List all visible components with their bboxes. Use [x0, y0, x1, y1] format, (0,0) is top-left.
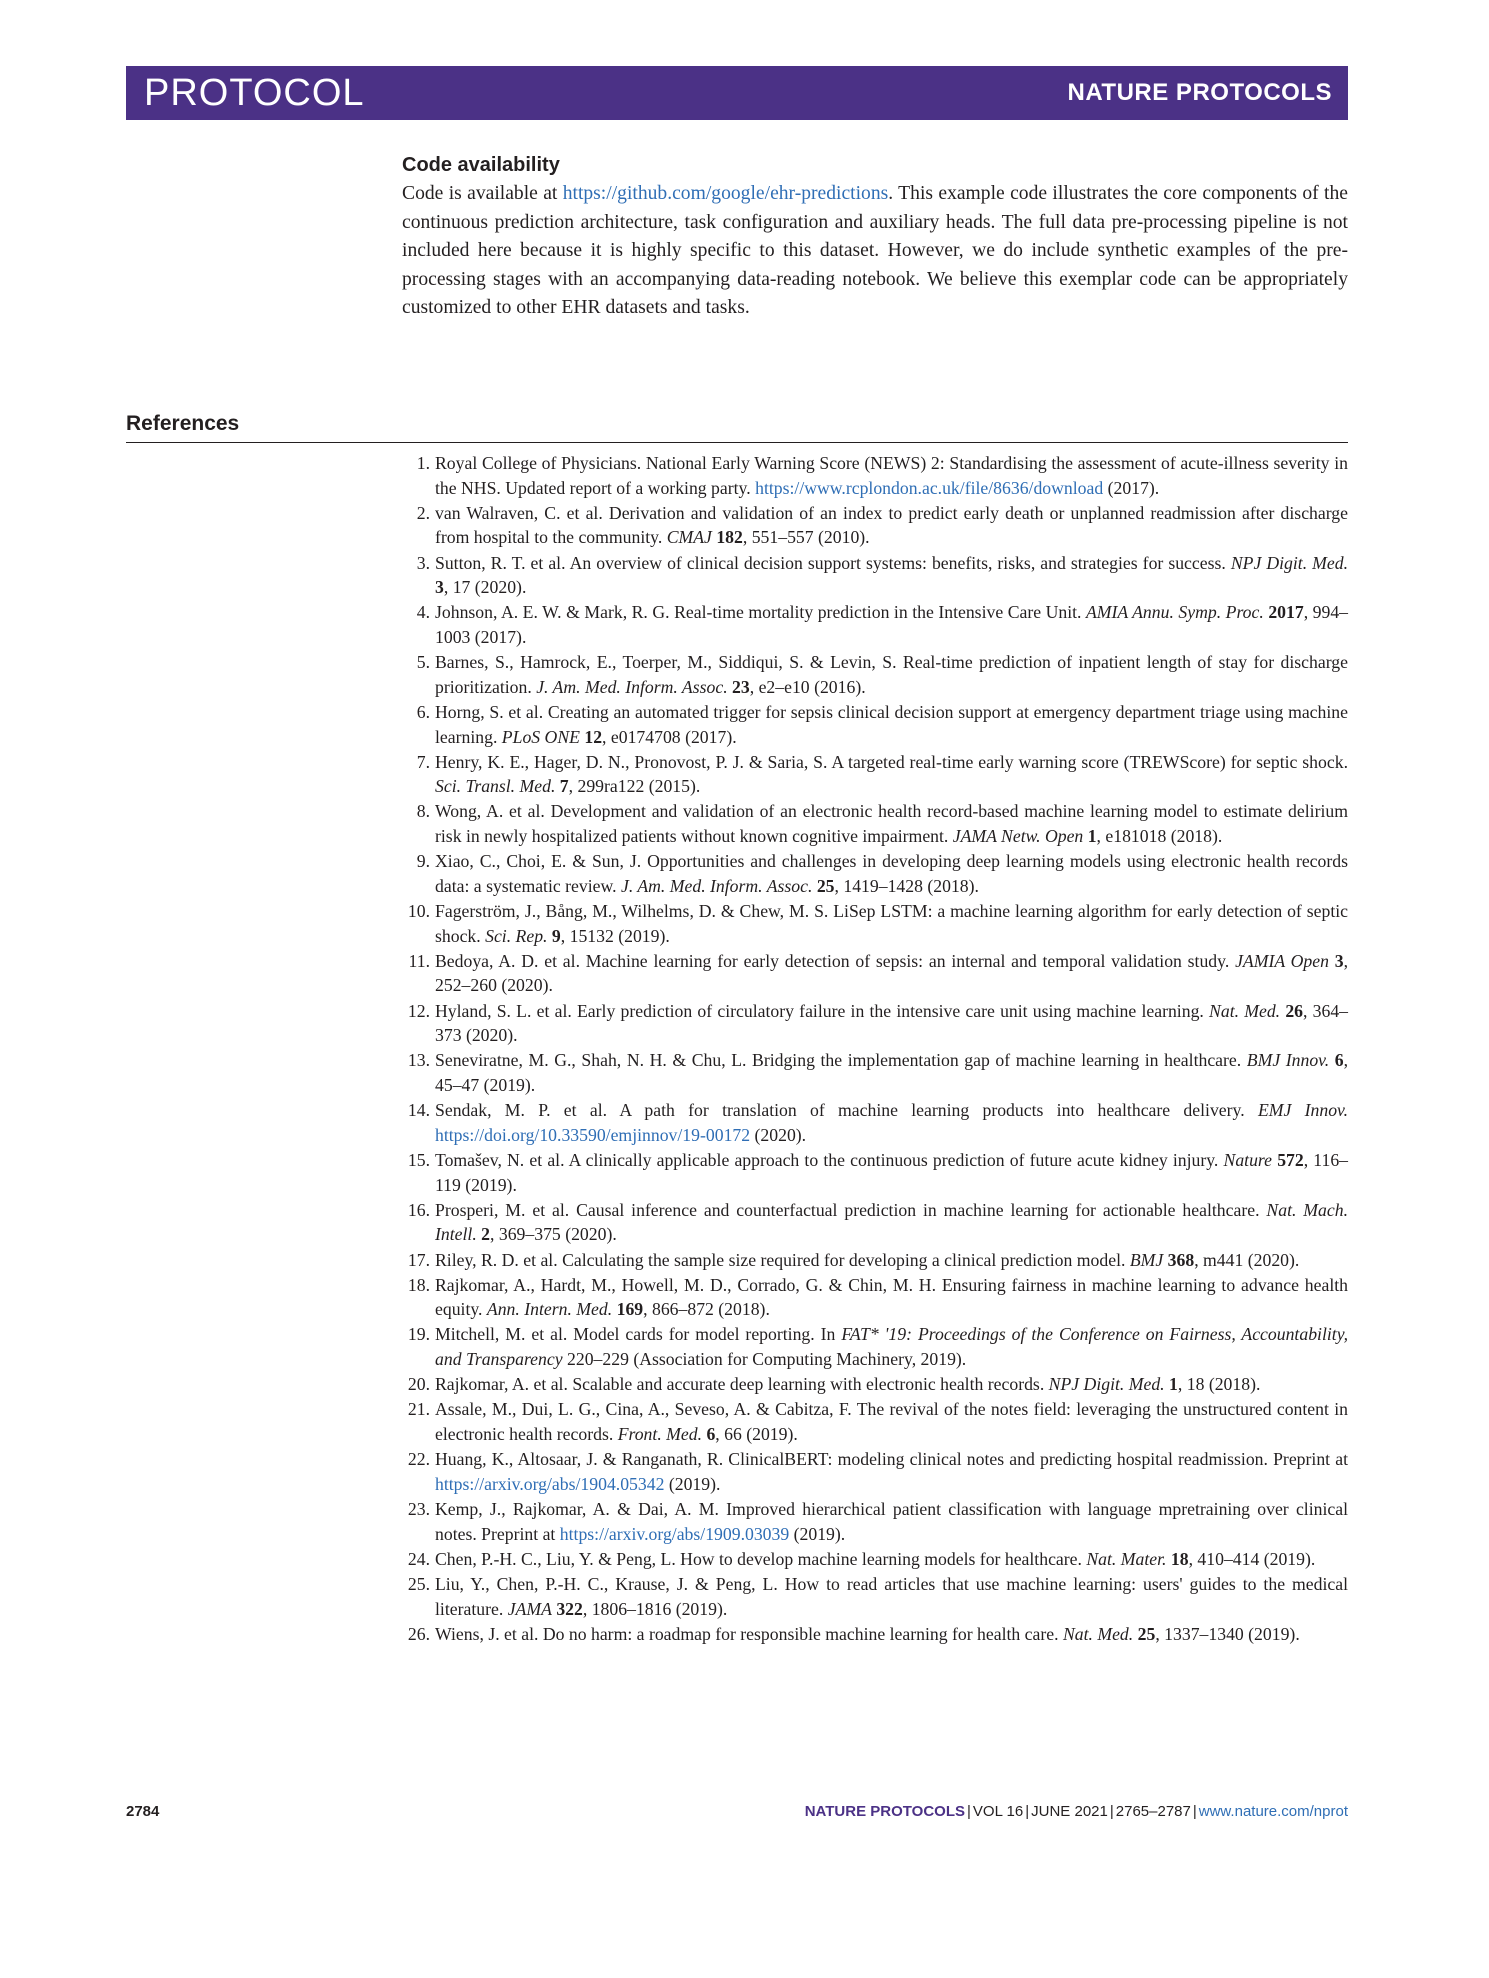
reference-text: Sendak, M. P. et al. A path for translation of machine learning products into healthcare delivery. [435, 1100, 1258, 1121]
reference-journal: Front. Med. [617, 1424, 703, 1445]
reference-number: 22. [407, 1449, 430, 1470]
reference-volume: 6 [1334, 1050, 1344, 1071]
reference-number: 2. [416, 502, 430, 523]
code-text-intro: Code is available at [402, 183, 563, 204]
reference-item [402, 700, 1348, 749]
reference-text: , 1806–1816 (2019). [582, 1598, 728, 1619]
reference-text: (2020). [750, 1124, 807, 1145]
journal-name: NATURE PROTOCOLS [1067, 79, 1332, 106]
reference-item [402, 1372, 1348, 1397]
footer-date: JUNE 2021 [1031, 1803, 1108, 1820]
reference-volume: 2017 [1268, 602, 1304, 623]
reference-journal: AMIA Annu. Symp. Proc. [1086, 602, 1264, 623]
reference-volume: 3 [1334, 950, 1344, 971]
reference-number: 8. [416, 801, 430, 822]
reference-text: , 866–872 (2018). [643, 1299, 770, 1320]
reference-volume: 1 [1169, 1374, 1178, 1395]
code-availability-heading: Code availability [402, 154, 560, 176]
reference-text: (2019). [789, 1523, 846, 1544]
reference-text: , 252–260 (2020). [435, 950, 1349, 996]
reference-number: 12. [407, 1000, 430, 1021]
reference-text: Johnson, A. E. W. & Mark, R. G. Real-time mortality prediction in the Intensive Care Unit. [435, 602, 1086, 623]
reference-text: , 15132 (2019). [560, 925, 670, 946]
reference-volume: 12 [584, 726, 603, 747]
reference-text: , 551–557 (2010). [742, 527, 870, 548]
reference-number: 9. [416, 851, 430, 872]
footer-separator: | [1025, 1803, 1030, 1820]
reference-text: Mitchell, M. et al. Model cards for model reporting. In [435, 1324, 842, 1345]
reference-journal: EMJ Innov. [1257, 1100, 1348, 1121]
reference-number: 6. [416, 701, 430, 722]
reference-text: , 994–1003 (2017). [435, 602, 1349, 647]
reference-volume: 6 [706, 1424, 716, 1445]
references-heading [126, 410, 1348, 443]
reference-journal: BMJ [1129, 1249, 1164, 1270]
reference-number: 14. [407, 1100, 430, 1121]
reference-journal: NPJ Digit. Med. [1048, 1374, 1165, 1395]
reference-number: 7. [416, 751, 430, 772]
reference-text: Fagerström, J., Bång, M., Wilhelms, D. & Chew, M. S. LiSep LSTM: a machine learning algorithm for early detection of septic shock. [435, 901, 1348, 946]
reference-number: 23. [407, 1499, 430, 1519]
reference-item [402, 650, 1348, 699]
reference-number: 15. [407, 1149, 430, 1170]
reference-journal: NPJ Digit. Med. [1230, 552, 1348, 573]
header-banner [126, 66, 1348, 120]
reference-volume: 1 [1087, 826, 1097, 847]
reference-item [402, 1447, 1348, 1496]
reference-journal: CMAJ [666, 527, 712, 548]
reference-item [402, 1547, 1348, 1572]
reference-volume: 322 [556, 1598, 583, 1619]
reference-item [402, 1248, 1348, 1273]
reference-text: Rajkomar, A., Hardt, M., Howell, M. D., Corrado, G. & Chin, M. H. Ensuring fairness in machine learning to advance health equity. [435, 1274, 1348, 1320]
github-link[interactable]: https://github.com/google/ehr-predictions [562, 183, 889, 204]
reference-volume: 26 [1285, 1000, 1303, 1021]
reference-list [402, 451, 1348, 1647]
reference-text: Sutton, R. T. et al. An overview of clinical decision support systems: benefits, risks, and strategies for success. [435, 552, 1231, 573]
reference-text: Royal College of Physicians. National Early Warning Score (NEWS) 2: Standardising the assessment of acute-illness severity in the NHS. Updated report of a working party. [435, 453, 1348, 498]
reference-text: van Walraven, C. et al. Derivation and validation of an index to predict early death or unplanned readmission after discharge from hospital to the community. [435, 502, 1348, 548]
reference-item [402, 1148, 1348, 1197]
reference-journal: Nature [1223, 1149, 1273, 1170]
reference-text: , e2–e10 (2016). [749, 676, 866, 697]
reference-number: 11. [408, 950, 430, 971]
reference-volume: 25 [1137, 1623, 1156, 1644]
page-number: 2784 [126, 1803, 160, 1820]
reference-journal: BMJ Innov. [1246, 1050, 1330, 1071]
reference-text: Chen, P.-H. C., Liu, Y. & Peng, L. How to develop machine learning models for healthcare. [435, 1548, 1087, 1569]
reference-number: 10. [407, 901, 430, 922]
reference-text: Seneviratne, M. G., Shah, N. H. & Chu, L. Bridging the implementation gap of machine learning in healthcare. [435, 1050, 1247, 1071]
reference-item [402, 849, 1348, 898]
reference-text: Prosperi, M. et al. Causal inference and counterfactual prediction in machine learning for actionable healthcare. [435, 1199, 1267, 1220]
reference-item [402, 1273, 1348, 1322]
reference-link[interactable]: https://doi.org/10.33590/emjinnov/19-00172 [435, 1124, 751, 1145]
reference-number: 19. [407, 1324, 430, 1345]
reference-journal: Nat. Med. [1209, 1000, 1281, 1021]
reference-volume: 2 [481, 1224, 491, 1245]
reference-text: , m441 (2020). [1194, 1249, 1300, 1270]
reference-text: , 17 (2020). [443, 577, 527, 598]
reference-text: , 116–119 (2019). [435, 1149, 1349, 1195]
reference-text: Kemp, J., Rajkomar, A. & Dai, A. M. Improved hierarchical patient classification with language mpretraining over clinical notes. Preprint at [435, 1499, 1348, 1544]
reference-text: Rajkomar, A. et al. Scalable and accurate deep learning with electronic health records. [435, 1374, 1049, 1395]
reference-number: 4. [416, 602, 430, 623]
reference-journal: Nat. Med. [1062, 1623, 1134, 1644]
reference-item [402, 949, 1348, 998]
reference-item [402, 501, 1348, 550]
reference-number: 18. [407, 1274, 430, 1295]
footer-url-link[interactable]: www.nature.com/nprot [1198, 1803, 1348, 1820]
reference-text: , 66 (2019). [715, 1424, 798, 1445]
reference-text: (2017). [1103, 477, 1160, 498]
reference-item [402, 1397, 1348, 1446]
reference-text: Bedoya, A. D. et al. Machine learning for early detection of sepsis: an internal and temporal validation study. [435, 950, 1236, 971]
reference-journal: Nat. Mater. [1086, 1548, 1167, 1569]
reference-journal: Sci. Rep. [485, 925, 548, 946]
reference-item [402, 750, 1348, 799]
reference-journal: Nat. Mach. Intell. [435, 1199, 1349, 1245]
reference-number: 17. [407, 1249, 430, 1270]
reference-text: Liu, Y., Chen, P.-H. C., Krause, J. & Peng, L. How to read articles that use machine learning: users' guides to the medical literature. [435, 1573, 1348, 1619]
reference-number: 1. [416, 453, 430, 473]
reference-item [402, 799, 1348, 848]
reference-text: Horng, S. et al. Creating an automated trigger for sepsis clinical decision support at emergency department triage using machine learning. [435, 701, 1348, 747]
reference-text: , 369–375 (2020). [490, 1224, 617, 1245]
reference-text: (2019). [664, 1473, 721, 1494]
reference-item [402, 1198, 1348, 1247]
code-text-body: . This example code illustrates the core components of the continuous prediction architecture, task configuration and auxiliary heads. The full data pre-processing pipeline is not included here because it is highly specific to this dataset. However, we do include synthetic examples of the pre-processing stages with an accompanying data-reading notebook. We believe this exemplar code can be appropriately customized to other EHR datasets and tasks. [402, 183, 1348, 319]
reference-item [402, 1048, 1348, 1097]
reference-journal: JAMIA Open [1235, 950, 1329, 971]
reference-text: , 1337–1340 (2019). [1155, 1623, 1300, 1644]
reference-text: Huang, K., Altosaar, J. & Ranganath, R. ClinicalBERT: modeling clinical notes and predicting hospital readmission. Preprint at [435, 1449, 1348, 1470]
reference-journal: J. Am. Med. Inform. Assoc. [620, 875, 813, 896]
reference-volume: 7 [559, 776, 569, 797]
reference-text: 220–229 (Association for Computing Machinery, 2019). [562, 1349, 967, 1370]
reference-number: 5. [416, 652, 430, 673]
page-footer [126, 1800, 1348, 1824]
reference-number: 25. [407, 1573, 430, 1594]
reference-text: Henry, K. E., Hager, D. N., Pronovost, P. J. & Saria, S. A targeted real-time early warning score (TREWScore) for septic shock. [435, 751, 1348, 772]
reference-item [402, 1572, 1348, 1621]
reference-journal: PLoS ONE [501, 726, 580, 747]
reference-text: Riley, R. D. et al. Calculating the sample size required for developing a clinical prediction model. [435, 1249, 1130, 1270]
reference-text: , 364–373 (2020). [435, 1000, 1349, 1046]
footer-separator: | [1109, 1803, 1114, 1820]
reference-item [402, 1622, 1348, 1647]
reference-text: Assale, M., Dui, L. G., Cina, A., Seveso, A. & Cabitza, F. The revival of the notes field: leveraging the unstructured content in electronic health records. [435, 1399, 1348, 1445]
footer-separator: | [1192, 1803, 1197, 1820]
reference-number: 21. [407, 1399, 430, 1420]
references-title: References [126, 412, 240, 435]
reference-item [402, 551, 1348, 600]
reference-item [402, 451, 1348, 500]
reference-volume: 18 [1170, 1548, 1189, 1569]
reference-journal: JAMA [507, 1598, 552, 1619]
reference-item [402, 1497, 1348, 1546]
footer-separator: | [967, 1803, 971, 1820]
code-availability-text [402, 180, 1348, 323]
reference-number: 16. [407, 1199, 430, 1220]
reference-link[interactable]: https://arxiv.org/abs/1904.05342 [435, 1473, 665, 1494]
reference-number: 13. [407, 1050, 430, 1071]
reference-text: , 18 (2018). [1177, 1374, 1261, 1395]
reference-volume: 25 [816, 875, 835, 896]
footer-pages: 2765–2787 [1115, 1803, 1191, 1820]
reference-number: 26. [407, 1623, 430, 1644]
reference-volume: 182 [716, 527, 743, 548]
reference-volume: 572 [1277, 1149, 1304, 1170]
reference-text: Barnes, S., Hamrock, E., Toerper, M., Siddiqui, S. & Levin, S. Real-time prediction of inpatient length of stay for discharge prioritization. [435, 652, 1348, 697]
reference-text: Wiens, J. et al. Do no harm: a roadmap for responsible machine learning for health care. [435, 1623, 1063, 1644]
reference-item [402, 1098, 1348, 1147]
reference-text: Tomašev, N. et al. A clinically applicable approach to the continuous prediction of future acute kidney injury. [435, 1149, 1224, 1170]
reference-item [402, 899, 1348, 948]
reference-text: , 45–47 (2019). [435, 1050, 1348, 1095]
reference-journal: FAT* '19: Proceedings of the Conference on Fairness, Accountability, and Transparency [435, 1324, 1348, 1370]
reference-text: Hyland, S. L. et al. Early prediction of circulatory failure in the intensive care unit using machine learning. [435, 1000, 1210, 1021]
footer-journal: NATURE PROTOCOLS [804, 1803, 966, 1820]
footer-volume: VOL 16 [972, 1803, 1024, 1820]
reference-text: , 299ra122 (2015). [568, 776, 701, 797]
reference-volume: 368 [1167, 1249, 1195, 1270]
reference-link[interactable]: https://arxiv.org/abs/1909.03039 [559, 1523, 790, 1544]
reference-text: Wong, A. et al. Development and validation of an electronic health record-based machine learning model to estimate delirium risk in newly hospitalized patients without known cognitive impairment. [435, 801, 1348, 847]
reference-journal: JAMA Netw. Open [952, 826, 1084, 847]
reference-link[interactable]: https://www.rcplondon.ac.uk/file/8636/download [755, 477, 1104, 498]
code-availability-section [402, 152, 1348, 323]
reference-number: 3. [416, 552, 430, 573]
reference-item [402, 999, 1348, 1048]
reference-number: 20. [407, 1374, 430, 1395]
reference-journal: Sci. Transl. Med. [435, 776, 556, 797]
reference-item [402, 600, 1348, 649]
reference-volume: 9 [551, 925, 561, 946]
reference-journal: Ann. Intern. Med. [486, 1299, 613, 1320]
reference-text: , 410–414 (2019). [1188, 1548, 1316, 1569]
reference-text: Xiao, C., Choi, E. & Sun, J. Opportunities and challenges in developing deep learning models using electronic health records data: a systematic review. [435, 851, 1348, 896]
reference-volume: 169 [616, 1299, 644, 1320]
reference-text: , 1419–1428 (2018). [834, 875, 979, 896]
reference-item [402, 1322, 1348, 1371]
reference-journal: J. Am. Med. Inform. Assoc. [536, 676, 728, 697]
reference-text: , e0174708 (2017). [602, 726, 737, 747]
reference-volume: 3 [435, 577, 444, 598]
footer-citation [805, 1800, 1348, 1824]
reference-text: , e181018 (2018). [1096, 826, 1223, 847]
reference-number: 24. [407, 1548, 430, 1569]
section-label: PROTOCOL [144, 72, 365, 114]
reference-volume: 23 [732, 676, 750, 697]
